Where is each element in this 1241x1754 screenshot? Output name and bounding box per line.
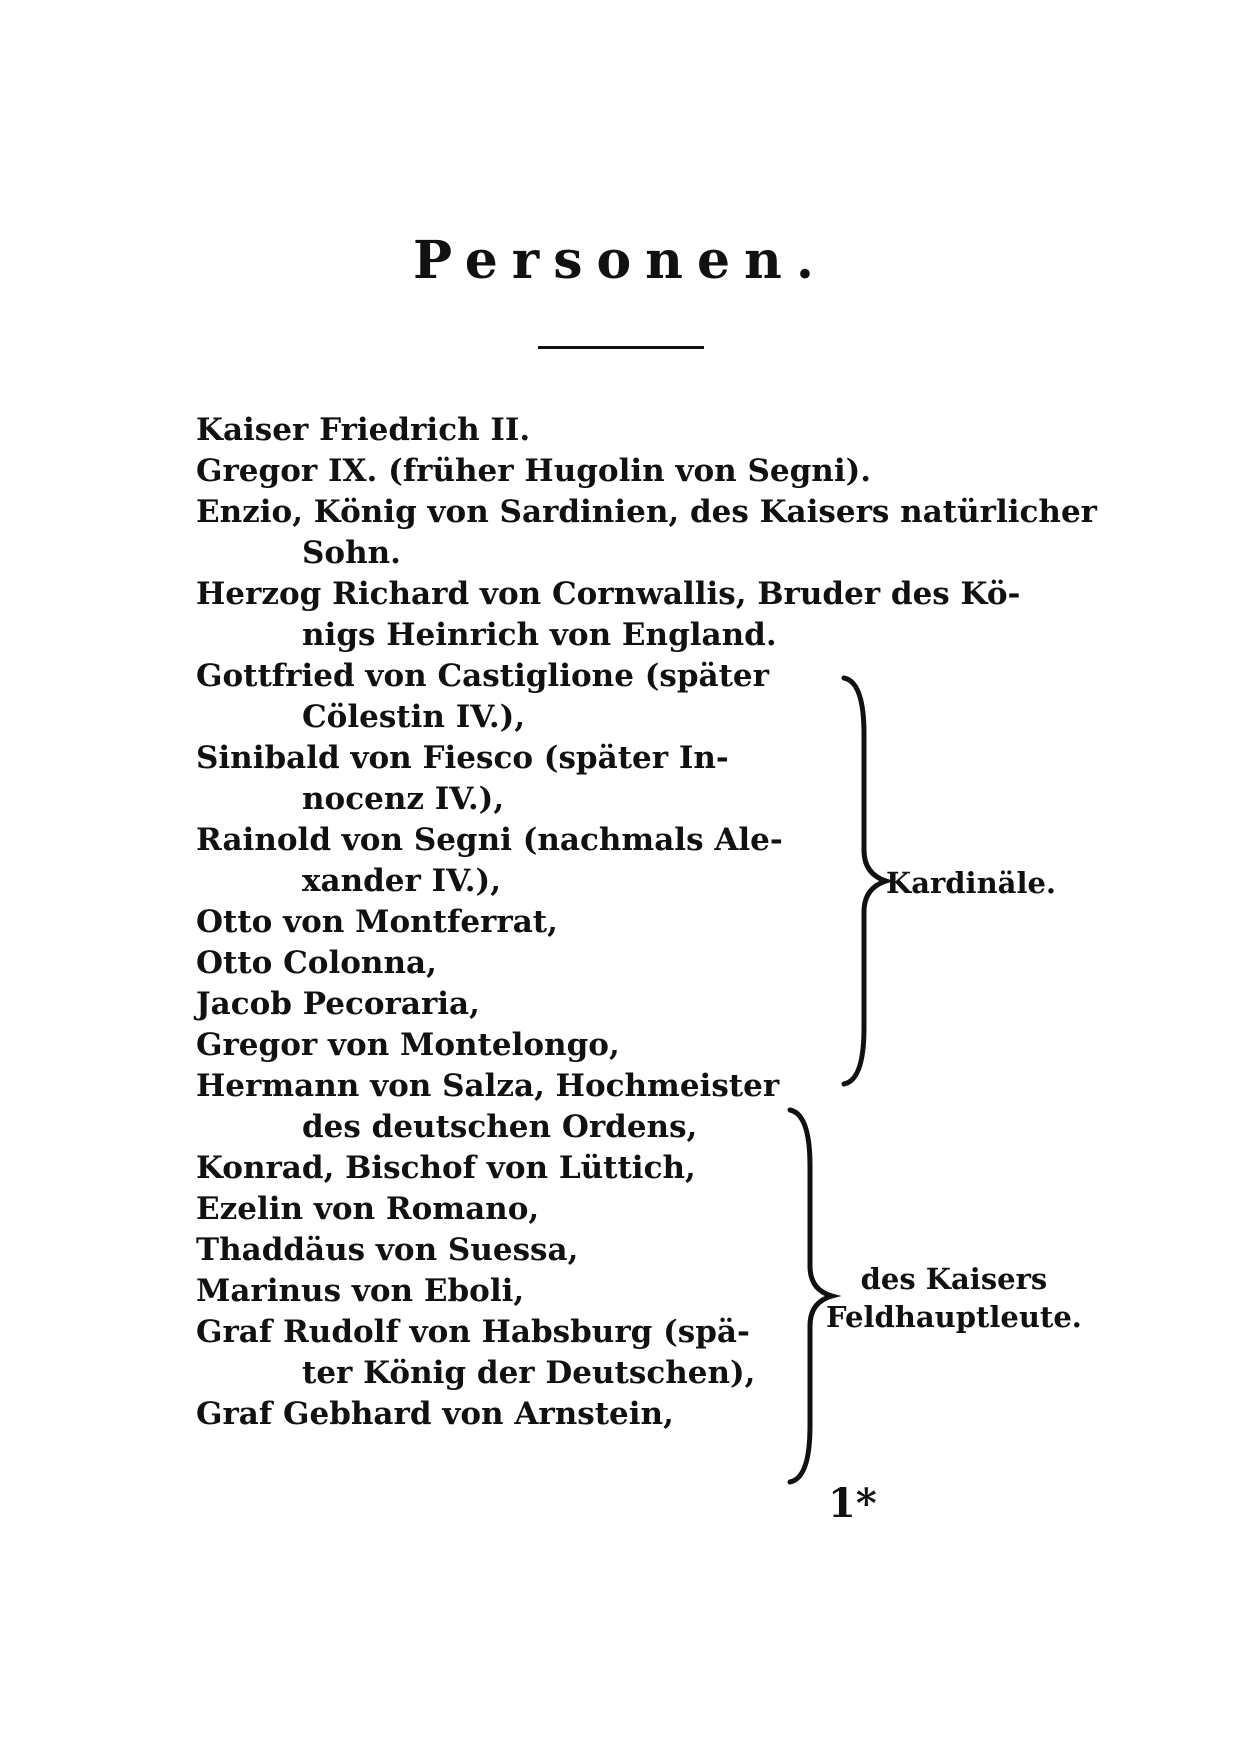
cast-entry-ezelin: Ezelin von Romano, — [196, 1191, 540, 1227]
cast-entry-friedrich: Kaiser Friedrich II. — [196, 412, 531, 448]
page-title: Personen. — [413, 230, 828, 291]
group-label-captains-line1: des Kaisers — [860, 1262, 1048, 1296]
cast-entry-enzio: Enzio, König von Sardinien, des Kaisers natürlicher — [196, 494, 1098, 530]
cast-entry-otto-colonna: Otto Colonna, — [196, 945, 437, 981]
cast-entry-rudolf-cont: ter König der Deutschen), — [302, 1355, 756, 1391]
cast-entry-gregor-ix: Gregor IX. (früher Hugolin von Segni). — [196, 453, 872, 489]
cast-entry-hermann-cont: des deutschen Ordens, — [302, 1109, 698, 1145]
cast-entry-otto-montferrat: Otto von Montferrat, — [196, 904, 558, 940]
cast-entry-gebhard: Graf Gebhard von Arnstein, — [196, 1396, 674, 1432]
cast-entry-thaddaeus: Thaddäus von Suessa, — [196, 1232, 579, 1268]
group-label-captains — [826, 1260, 1082, 1336]
cast-entry-rainold: Rainold von Segni (nachmals Ale- — [196, 822, 783, 858]
cast-entry-jacob: Jacob Pecoraria, — [196, 986, 480, 1022]
group-label-captains-line2: Feldhauptleute. — [826, 1300, 1082, 1334]
cast-entry-rainold-cont: xander IV.), — [302, 863, 502, 899]
title-rule — [538, 346, 704, 349]
cast-entry-sinibald-cont: nocenz IV.), — [302, 781, 505, 817]
cast-entry-konrad: Konrad, Bischof von Lüttich, — [196, 1150, 696, 1186]
cast-entry-richard: Herzog Richard von Cornwallis, Bruder des Kö- — [196, 576, 1021, 612]
cast-entry-sinibald: Sinibald von Fiesco (später In- — [196, 740, 729, 776]
cast-entry-gottfried-cont: Cölestin IV.), — [302, 699, 526, 735]
group-label-cardinals: Kardinäle. — [886, 866, 1057, 900]
cast-entry-hermann: Hermann von Salza, Hochmeister — [196, 1068, 780, 1104]
cast-entry-gregor-montelongo: Gregor von Montelongo, — [196, 1027, 620, 1063]
cast-entry-marinus: Marinus von Eboli, — [196, 1273, 525, 1309]
cast-entry-gottfried: Gottfried von Castiglione (später — [196, 658, 769, 694]
page-number: 1* — [828, 1480, 877, 1527]
cast-entry-richard-cont: nigs Heinrich von England. — [302, 617, 777, 653]
cast-entry-rudolf: Graf Rudolf von Habsburg (spä- — [196, 1314, 750, 1350]
cast-entry-enzio-cont: Sohn. — [302, 535, 401, 571]
